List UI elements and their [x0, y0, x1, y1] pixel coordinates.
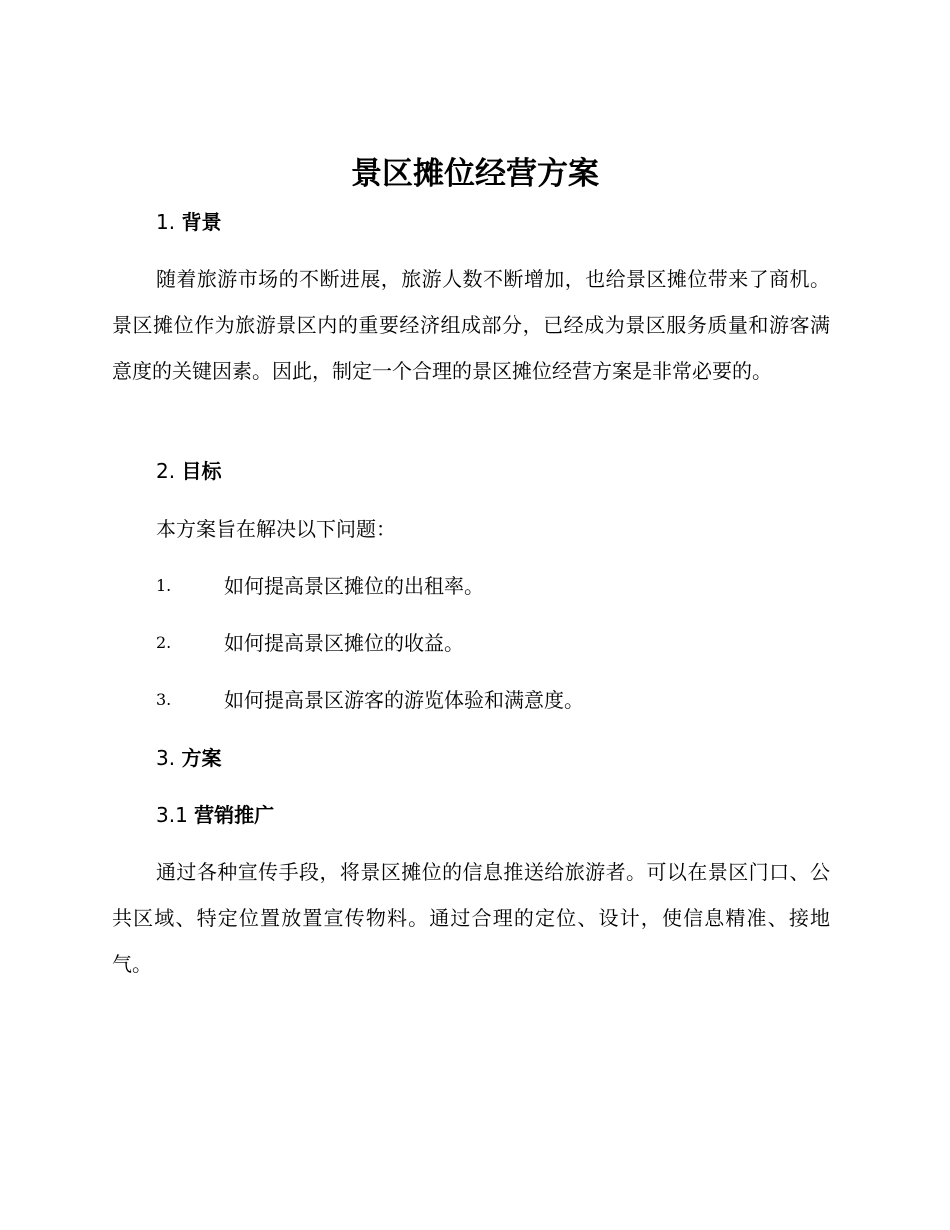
document-title: 景区摊位经营方案: [351, 156, 599, 192]
section-heading-background: [156, 208, 221, 236]
subsection-heading-marketing: [156, 801, 274, 829]
list-item-number: 2.: [156, 633, 172, 652]
section-number: 2.: [156, 459, 176, 483]
list-item-number: 3.: [156, 690, 172, 709]
list-item: [156, 686, 856, 714]
list-item-text: 如何提高景区摊位的出租率。: [224, 574, 484, 598]
list-item: [156, 629, 856, 657]
subsection-title: 营销推广: [194, 803, 275, 827]
list-item-text: 如何提高景区游客的游览体验和满意度。: [224, 688, 584, 712]
marketing-paragraph: 通过各种宣传手段，将景区摊位的信息推送给旅游者。可以在景区门口、公共区域、特定位置放置宣传物料。通过合理的定位、设计，使信息精准、接地气。: [112, 860, 830, 976]
section-title: 方案: [181, 746, 222, 770]
section-title: 目标: [181, 459, 222, 483]
section-number: 3.: [156, 746, 176, 770]
section-heading-goals: [156, 457, 221, 485]
list-item: [156, 572, 856, 600]
list-item-text: 如何提高景区摊位的收益。: [224, 631, 464, 655]
subsection-number: 3.1: [156, 803, 188, 827]
section-title: 背景: [181, 210, 222, 234]
section-heading-plan: [156, 744, 221, 772]
goals-intro: 本方案旨在解决以下问题：: [156, 517, 396, 541]
background-paragraph: 随着旅游市场的不断进展，旅游人数不断增加，也给景区摊位带来了商机。景区摊位作为旅游景区内的重要经济组成部分，已经成为景区服务质量和游客满意度的关键因素。因此，制定一个合理的景区摊位经营方案是非常必要的。: [112, 267, 830, 383]
list-item-number: 1.: [156, 576, 172, 595]
section-number: 1.: [156, 210, 176, 234]
